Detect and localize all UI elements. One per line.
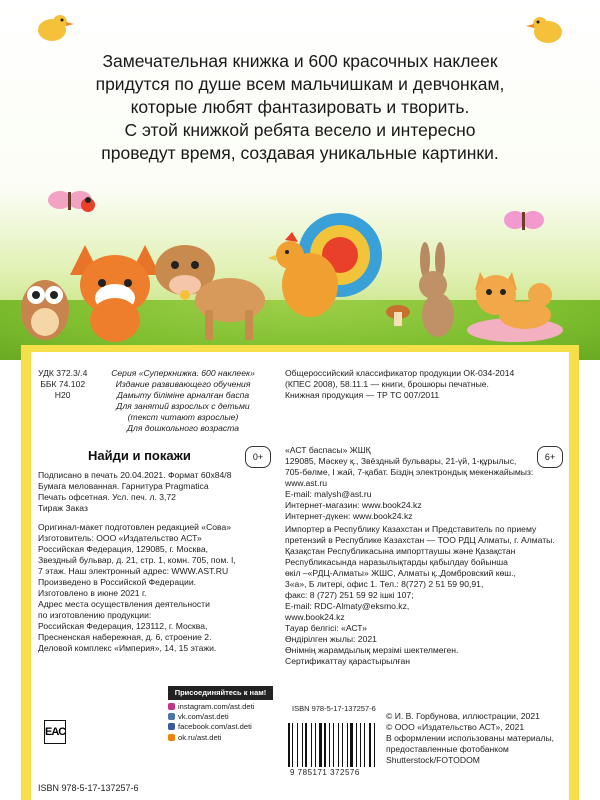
barcode-bar [317,723,318,767]
publisher-line: по изготовлению продукции: [38,610,152,620]
importer-line: факс: 8 (727) 251 59 92 ішкі 107; [285,590,414,600]
series-line: Для дошкольного возраста [126,423,240,433]
importer-line: Өндірілген жылы: 2021 [285,634,377,644]
barcode-bar [299,723,301,767]
isbn-bottom: ISBN 978-5-17-137257-6 [38,783,139,793]
barcode-bar [347,723,348,767]
barcode-bar [330,723,332,767]
copyright-line: В оформлении использованы материалы, [386,733,555,743]
rooster-icon [268,213,382,317]
barcode-bar [292,723,293,767]
facebook-icon [168,723,175,730]
publisher-line: Звездный бульвар, д. 21, стр. 1, комн. 705, пом. I, [38,555,236,565]
publisher-line: Произведено в Российской Федерации. [38,577,197,587]
intro-line: Замечательная книжка и 600 красочных наклеек [102,51,498,71]
publisher-line: 7 этаж. Наш электронный адрес: WWW.AST.RU [38,566,229,576]
publisher-line: Пресненская набережная, д. 6, строение 2. [38,632,212,642]
age-rating-kz-badge: 6+ [537,446,563,468]
classification-codes [38,368,87,401]
intro-text [60,50,540,165]
importer-line: Сертификаттау қарастырылған [285,656,411,666]
book-title: Найди и покажи [88,448,191,463]
barcode-bar [364,723,365,767]
age-rating-badge: 0+ [245,446,271,468]
print-line: Бумага мелованная. Гарнитура Pragmatica [38,481,209,491]
kz-publisher-line: «АСТ баспасы» ЖШҚ [285,445,371,455]
ok-icon [168,734,175,741]
series-info [98,368,268,434]
mushroom-icon [386,305,410,326]
barcode-image [288,717,378,767]
barcode-bar [333,723,334,767]
facebook-link[interactable] [168,722,278,732]
copyright-info [386,711,554,766]
importer-line: 3«а», Б литері, офис 1. Тел.: 8(727) 2 51 59 90,91, [285,579,484,589]
importer-line: Тауар белгісі: «АСТ» [285,623,367,633]
barcode-bar [335,723,337,767]
print-line: Подписано в печать 20.04.2021. Формат 60x84/8 [38,470,232,480]
importer-line: өкіл –«РДЦ-Алматы» ЖШС, Алматы қ.,Домбровский көш., [285,568,516,578]
facebook-link-text: facebook.com/ast.deti [178,722,252,732]
kz-publisher-line: E-mail: malysh@ast.ru [285,489,372,499]
importer-line: Республикасында наразылықтарды қабылдау бойынша [285,557,508,567]
barcode-bar [350,723,352,767]
publisher-line: Изготовитель: ООО «Издательство АСТ» [38,533,202,543]
ok-link-text: ok.ru/ast.deti [178,732,222,742]
kz-publisher-line: www.ast.ru [285,478,328,488]
intro-line: которые любят фантазировать и творить. [130,97,470,117]
series-line: Дамыту біліміне арналған баспа [116,390,250,400]
series-line: Серия «Суперкнижка. 600 наклеек» [111,368,255,378]
calf-icon [155,245,265,340]
copyright-line: © И. В. Горбунова, иллюстрации, 2021 [386,711,540,721]
barcode-bar [311,723,312,767]
barcode-bar [305,723,307,767]
publisher-line: Адрес места осуществления деятельности [38,599,210,609]
barcode-bar [294,723,296,767]
barcode-bar [327,723,328,767]
okp-line: Книжная продукция — ТР ТС 007/2011 [285,390,440,400]
intro-line: придутся по душе всем мальчишкам и девчонкам, [95,74,505,94]
barcode-bar [340,723,341,767]
print-details [38,470,231,514]
importer-line: Импортер в Республику Казахстан и Представитель по приему [285,524,537,534]
barcode-bar [349,723,350,767]
barcode-bar [366,723,368,767]
barcode-bar [297,723,298,767]
copyright-line: © ООО «Издательство АСТ», 2021 [386,722,525,732]
series-line: Для занятий взрослых с детьми [116,401,250,411]
barcode-bar [315,723,317,767]
importer-line: www.book24.kz [285,612,345,622]
barcode-number: 9 785171 372576 [290,768,360,777]
instagram-link[interactable] [168,702,278,712]
bird-left-icon [38,15,74,41]
barcode-bar [291,723,292,767]
publisher-line: Российская Федерация, 123112, г. Москва, [38,621,208,631]
ok-link[interactable] [168,733,278,743]
barcode-bar [304,723,305,767]
barcode-bar [329,723,330,767]
owl-icon [21,280,69,340]
isbn-above-barcode: ISBN 978-5-17-137257-6 [292,704,376,713]
barcode-bar [374,723,375,767]
print-line: Печать офсетная. Усл. печ. л. 3,72 [38,492,176,502]
instagram-link-text: instagram.com/ast.deti [178,702,255,711]
kz-publisher-line: Интернет-дүкен: www.book24.kz [285,511,413,521]
importer-line: Қазақстан Республикасына импорттаушы және Қазақстан [285,546,516,556]
print-line: Тираж Заказ [38,503,88,513]
kz-publisher-line: Интернет-магазин: www.book24.kz [285,500,422,510]
barcode-bar [308,723,310,767]
barcode-bar [372,723,373,767]
barcode-bar [360,723,361,767]
barcode-bar [324,723,326,767]
intro-line: проведут время, создавая уникальные картинки. [101,143,499,163]
barcode-bar [302,723,303,767]
series-line: Издание развивающего обучения [115,379,251,389]
barcode-bar [342,723,344,767]
barcode-bar [356,723,358,767]
publisher-line: Изготовлено в июне 2021 г. [38,588,147,598]
social-links [168,702,278,743]
importer-line: претензий в Республике Казахстан — ТОО РДЦ Алматы, г. Алматы. [285,535,555,545]
kz-publisher-info [285,445,533,522]
author-mark: Н20 [54,390,71,400]
barcode-bar [319,723,321,767]
barcode-bar [323,723,324,767]
publisher-line: Российская Федерация, 129085, г. Москва, [38,544,209,554]
importer-line: Өнімнің жарамдылық мерзімі шектелмеген. [285,645,459,655]
social-header: Присоединяйтесь к нам! [168,686,273,700]
instagram-icon [168,703,175,710]
vk-link[interactable] [168,712,278,722]
publisher-info [38,522,236,654]
barcode-bar [375,723,377,767]
rabbit-icon [419,242,454,337]
barcode-bar [344,723,346,767]
importer-line: E-mail: RDC-Almaty@eksmo.kz, [285,601,410,611]
copyright-line: предоставленные фотобанком [386,744,509,754]
okp-info [285,368,514,401]
fox-icon [70,245,160,342]
kz-publisher-line: 129085, Мәскеу қ., Звёздный бульвары, 21-үй, 1-құрылыс, [285,456,517,466]
vk-link-text: vk.com/ast.deti [178,712,229,722]
barcode-bar [369,723,371,767]
kz-publisher-line: 705-бөлме, I жай, 7-қабат. Біздің электрондық мекенжайымыз: [285,467,534,477]
barcode-bar [358,723,359,767]
barcode-bar [362,723,364,767]
barcode-bar [338,723,339,767]
bird-right-icon [526,17,562,43]
publisher-line: Деловой комплекс «Империя», 14, 15 этажи. [38,643,217,653]
kitten-icon [467,272,563,342]
butterfly-right-icon [504,211,544,230]
okp-line: Общероссийский классификатор продукции ОК-034-2014 [285,368,515,378]
vk-icon [168,713,175,720]
series-line: (текст читают взрослые) [127,412,239,422]
bbk-code: ББК 74.102 [40,379,86,389]
intro-line: С этой книжкой ребята весело и интересно [124,120,476,140]
barcode-bar [288,723,290,767]
barcode-bar [354,723,355,767]
eac-mark: EAC [44,720,66,744]
copyright-line: Shutterstock/FOTODOM [386,755,480,765]
publisher-line: Оригинал-макет подготовлен редакцией «Сова» [38,522,232,532]
okp-line: (КПЕС 2008), 58.11.1 — книги, брошюры печатные. [285,379,489,389]
udk-code: УДК 372.3/.4 [38,368,88,378]
importer-info [285,524,555,667]
barcode-bar [313,723,314,767]
